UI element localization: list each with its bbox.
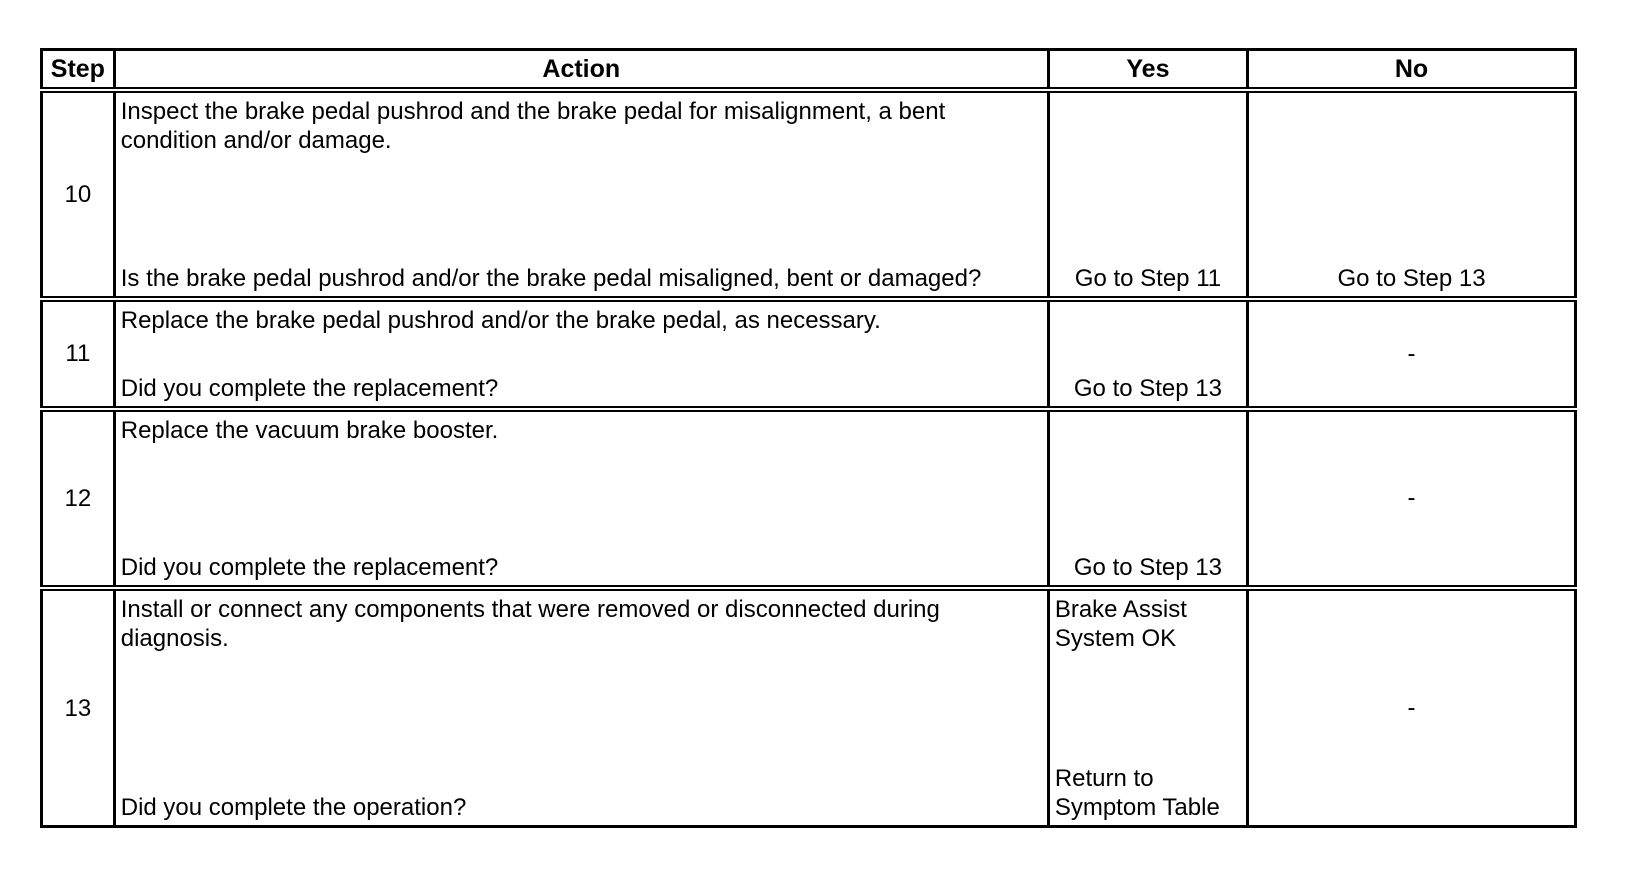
no-result: - [1407, 484, 1416, 512]
yes-cell [1048, 90, 1247, 299]
action-instruction: Inspect the brake pedal pushrod and the brake pedal for misalignment, a bent condition and/or damage. [120, 98, 946, 154]
step-number: 12 [42, 409, 115, 588]
action-cell [114, 90, 1048, 299]
header-action: Action [114, 50, 1048, 91]
action-question: Did you complete the operation? [120, 794, 467, 821]
action-question: Did you complete the replacement? [120, 554, 499, 582]
action-cell [114, 588, 1048, 826]
step-number: 13 [42, 588, 115, 826]
diagnostic-table [40, 48, 1577, 828]
table-row-step-11 [42, 299, 1576, 409]
action-instruction: Replace the brake pedal pushrod and/or the brake pedal, as necessary. [120, 306, 881, 334]
yes-cell [1048, 299, 1247, 409]
yes-result-return: Return to Symptom Table [1054, 765, 1220, 821]
no-cell [1248, 409, 1576, 588]
header-step: Step [42, 50, 115, 91]
action-question: Is the brake pedal pushrod and/or the brake pedal misaligned, bent or damaged? [120, 264, 982, 292]
no-cell [1248, 299, 1576, 409]
no-result: Go to Step 13 [1337, 264, 1486, 292]
action-question: Did you complete the replacement? [120, 374, 499, 402]
header-no: No [1248, 50, 1576, 91]
yes-cell [1048, 409, 1247, 588]
no-cell [1248, 588, 1576, 826]
no-result: - [1407, 340, 1416, 368]
table-row-step-10 [42, 90, 1576, 299]
yes-cell [1048, 588, 1247, 826]
action-cell [114, 299, 1048, 409]
yes-result: Go to Step 11 [1074, 264, 1222, 292]
no-result: - [1407, 694, 1416, 722]
yes-result: Go to Step 13 [1073, 374, 1222, 402]
table-header-row [42, 50, 1576, 91]
step-number: 11 [42, 299, 115, 409]
table-row-step-12 [42, 409, 1576, 588]
action-cell [114, 409, 1048, 588]
action-instruction: Replace the vacuum brake booster. [120, 416, 499, 444]
header-yes: Yes [1048, 50, 1247, 91]
table-row-step-13 [42, 588, 1576, 826]
step-number: 10 [42, 90, 115, 299]
no-cell [1248, 90, 1576, 299]
yes-result-ok: Brake Assist System OK [1054, 596, 1187, 653]
action-instruction: Install or connect any components that were removed or disconnected during diagnosis. [120, 596, 940, 653]
yes-result: Go to Step 13 [1073, 554, 1222, 582]
